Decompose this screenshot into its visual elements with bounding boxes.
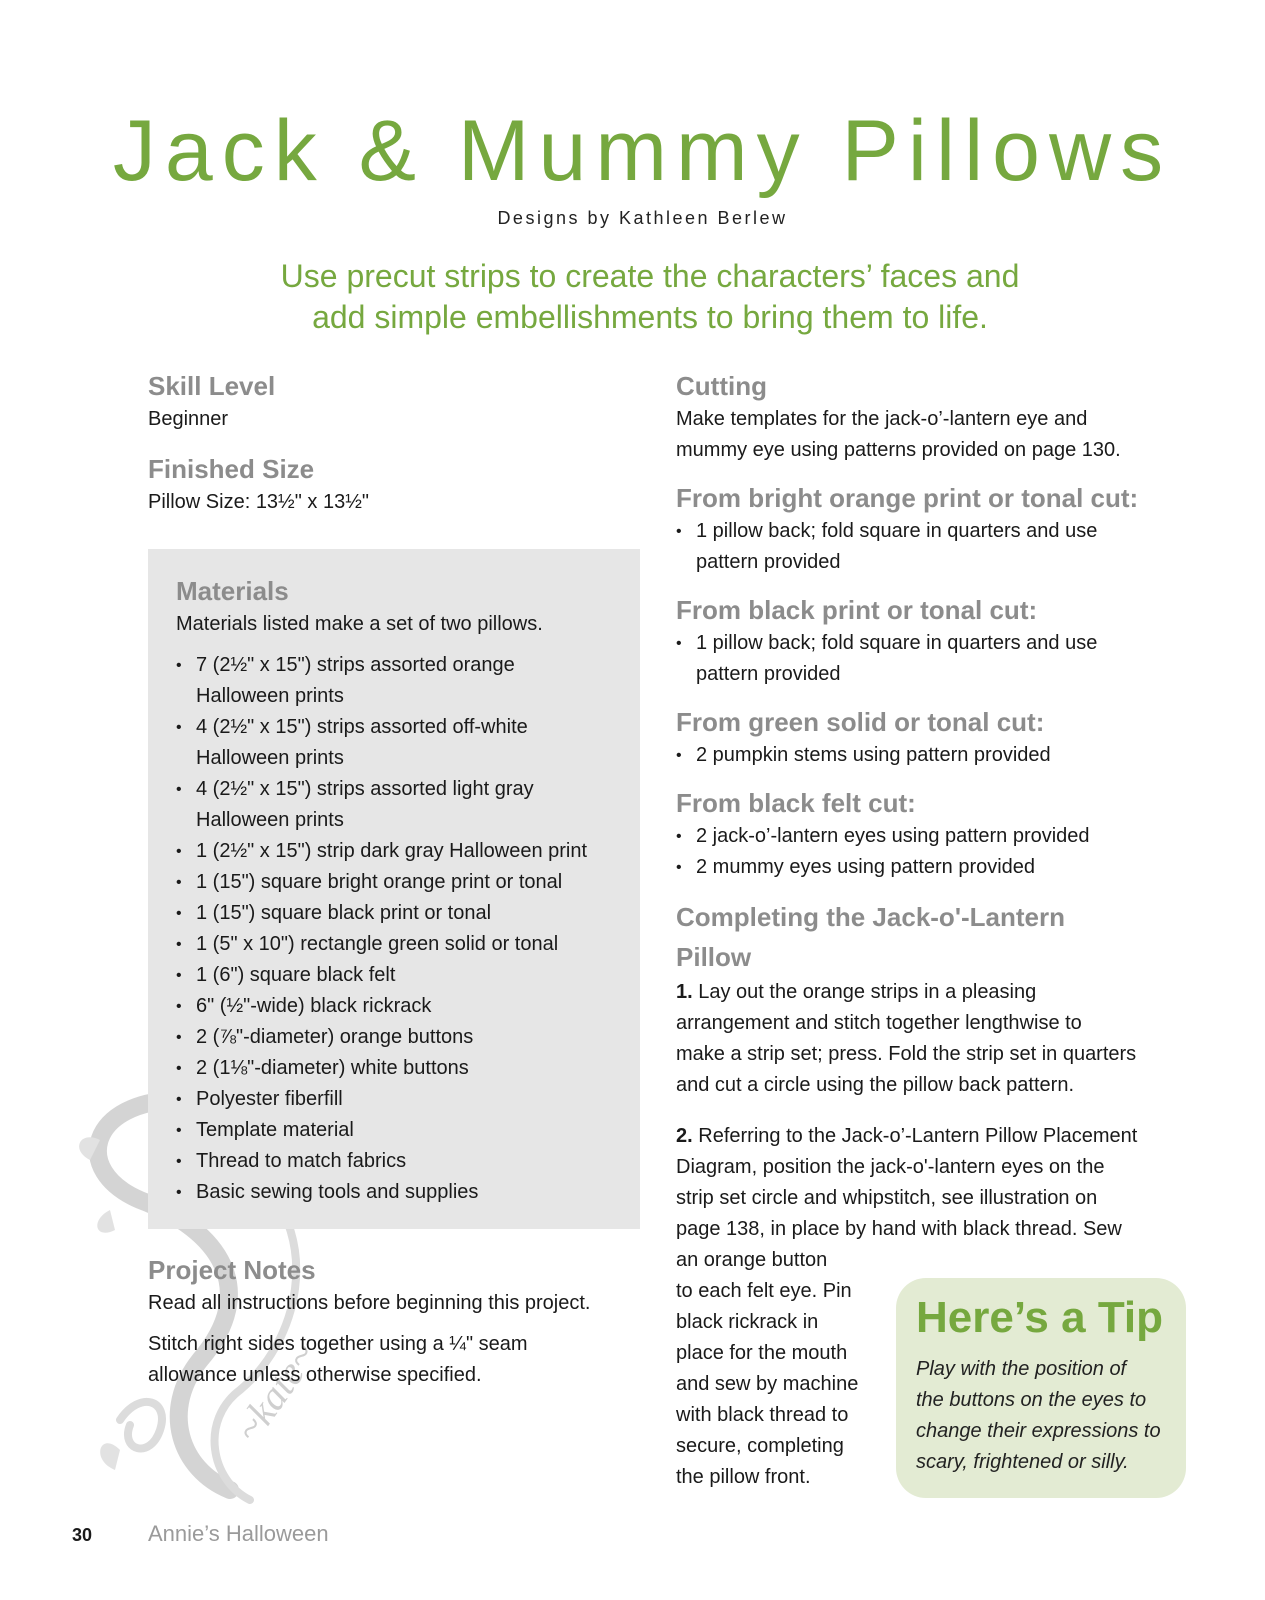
list-item: • Template material	[176, 1115, 626, 1146]
project-notes-p1: Read all instructions before beginning this project.	[148, 1292, 591, 1314]
list-item: • 2 (1⅛"-diameter) white buttons	[176, 1053, 626, 1084]
cut-group-list	[676, 628, 1176, 690]
list-item: • 1 (6") square black felt	[176, 960, 626, 991]
cut-group-list	[676, 821, 1176, 883]
list-item: • 2 jack-o’-lantern eyes using pattern provided	[676, 821, 1176, 852]
finished-size-heading: Finished Size	[148, 454, 315, 484]
list-item: • Thread to match fabrics	[176, 1146, 626, 1177]
tip-box	[896, 1278, 1186, 1498]
left-column	[148, 368, 638, 518]
materials-heading: Materials	[176, 576, 289, 606]
step-2: 2. Referring to the Jack-o’-Lantern Pillow Placement Diagram, position the jack-o'-lantern eyes on the strip set circle and whipstitch, see illustration on page 138, in place by hand with black thread. Sew an orange button to each felt eye. Pin black rickrack in place for the mouth and sew by machine with black thread to secure, completing the pillow front.	[676, 1125, 1138, 1488]
book-title-footer: Annie’s Halloween	[148, 1521, 329, 1546]
list-item: • 1 pillow back; fold square in quarters and use pattern provided	[676, 516, 1176, 578]
list-item: • 1 (15") square bright orange print or tonal	[176, 867, 626, 898]
list-item: • 2 (⅞"-diameter) orange buttons	[176, 1022, 626, 1053]
project-notes-heading: Project Notes	[148, 1255, 316, 1285]
materials-panel	[148, 549, 640, 1229]
cutting-intro: Make templates for the jack-o’-lantern eye and mummy eye using patterns provided on page 130.	[676, 408, 1121, 461]
list-item: • 6" (½"-wide) black rickrack	[176, 991, 626, 1022]
skill-level-heading: Skill Level	[148, 371, 276, 401]
watermark-text: ~kate~	[225, 1334, 326, 1451]
cut-group-heading: From black print or tonal cut:	[676, 595, 1038, 625]
cut-group-list	[676, 740, 1176, 771]
tagline-line-2: add simple embellishments to bring them to life.	[312, 299, 988, 335]
list-item: • Polyester fiberfill	[176, 1084, 626, 1115]
list-item: • 7 (2½" x 15") strips assorted orange Halloween prints	[176, 650, 626, 712]
list-item: • 1 (2½" x 15") strip dark gray Halloween print	[176, 836, 626, 867]
project-notes-p2: Stitch right sides together using a ¼" seam allowance unless otherwise specified.	[148, 1333, 528, 1386]
cut-group-heading: From green solid or tonal cut:	[676, 707, 1045, 737]
cut-group-list	[676, 516, 1176, 578]
cutting-heading: Cutting	[676, 371, 767, 401]
list-item: • 4 (2½" x 15") strips assorted light gray Halloween prints	[176, 774, 626, 836]
materials-list	[176, 650, 626, 1208]
list-item: • 4 (2½" x 15") strips assorted off-white Halloween prints	[176, 712, 626, 774]
list-item: • Basic sewing tools and supplies	[176, 1177, 626, 1208]
list-item: • 1 (5" x 10") rectangle green solid or tonal	[176, 929, 626, 960]
tagline	[200, 256, 1100, 338]
list-item: • 2 pumpkin stems using pattern provided	[676, 740, 1176, 771]
page-title: Jack & Mummy Pillows	[112, 103, 1173, 199]
list-item: • 1 pillow back; fold square in quarters and use pattern provided	[676, 628, 1176, 690]
step-number: 1.	[676, 981, 693, 1003]
step-number: 2.	[676, 1125, 693, 1147]
materials-intro: Materials listed make a set of two pillows.	[176, 613, 543, 635]
cut-group-heading: From black felt cut:	[676, 788, 916, 818]
designer-byline: Designs by Kathleen Berlew	[497, 208, 788, 228]
step-1: 1. Lay out the orange strips in a pleasing arrangement and stitch together lengthwise to make a strip set; press. Fold the strip set in quarters and cut a circle using the pillow back pattern.	[676, 981, 1137, 1096]
project-notes	[148, 1252, 638, 1391]
list-item: • 2 mummy eyes using pattern provided	[676, 852, 1176, 883]
completing-heading: Completing the Jack-o'-Lantern Pillow	[676, 902, 1065, 972]
skill-level-value: Beginner	[148, 408, 229, 430]
tagline-line-1: Use precut strips to create the characters’ faces and	[280, 258, 1020, 294]
finished-size-value: Pillow Size: 13½" x 13½"	[148, 491, 369, 513]
cut-group-heading: From bright orange print or tonal cut:	[676, 483, 1139, 513]
tip-text: Play with the position of the buttons on the eyes to change their expressions to scary, frightened or silly.	[916, 1358, 1161, 1473]
tip-title: Here’s a Tip	[916, 1293, 1164, 1342]
list-item: • 1 (15") square black print or tonal	[176, 898, 626, 929]
page-number: 30	[72, 1525, 93, 1545]
